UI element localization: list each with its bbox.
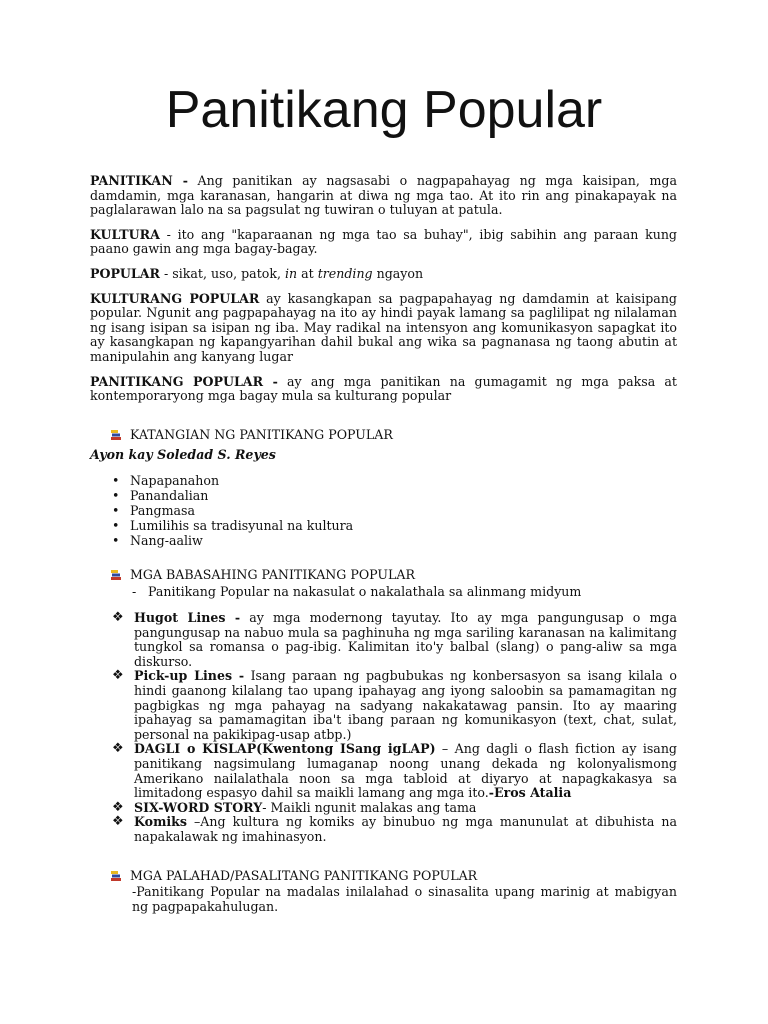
def-text-italic: in — [284, 265, 298, 281]
source-attribution: Ayon kay Soledad S. Reyes — [90, 447, 276, 463]
item-text: – Ang dagli o flash fiction ay isang panitikang nagsimulang lumaganap noong unang dekada ng kolonyalismong Amerikano nailalathala noon sa mga tabloid at diyaryo at napagkakasya sa limitadong espasyo dahil sa maikli lamang ang mga ito. — [134, 741, 677, 801]
item-text: - Maikli ngunit malakas ang tama — [262, 799, 477, 815]
book-stack-icon — [110, 569, 122, 581]
subtext: Panitikang Popular na nakasulat o nakalathala sa alinmang midyum — [148, 583, 582, 599]
definition-panitikan — [90, 174, 677, 218]
item-term: SIX-WORD STORY — [134, 799, 263, 815]
term-panitikan: PANITIKAN - — [90, 173, 188, 188]
def-text: ay kasangkapan sa pagpapahayag ng damdamin at kaisipang popular. Ngunit ang pagpapahayag na ito ay hindi payak lamang sa paglilipat ng nilalaman ng isang isipan sa isipan ng iba. May radikal na intensyon ang komunikasyon sapagkat ito ay kasangkapan ng kapangyarihan dahil bukal ang wika sa pagnanasa ng taong abutin at manipulahin ang kanyang lugar — [90, 290, 677, 364]
definition-panitikang-popular — [90, 375, 677, 404]
palahad-text: -Panitikang Popular na madalas inilalahad o sinasalita upang marinig at mabigyan ng pagpapakahulugan. — [132, 884, 677, 914]
item-term: Hugot Lines - — [134, 610, 241, 626]
item-text: –Ang kultura ng komiks ay binubuo ng mga manunulat at dibuhista na napakalawak ng imahinasyon. — [134, 814, 677, 844]
list-item: • Panandalian — [112, 488, 677, 503]
section-title: KATANGIAN NG PANITIKANG POPULAR — [130, 426, 393, 442]
diamond-bullet-icon: ❖ — [112, 610, 124, 626]
def-text-italic: trending — [317, 265, 373, 281]
term-kulturang-popular: KULTURANG POPULAR — [90, 290, 260, 306]
diamond-bullet-icon: ❖ — [112, 668, 124, 684]
diamond-bullet-icon: ❖ — [112, 814, 124, 830]
list-item: • Napapanahon — [112, 473, 677, 488]
def-text: ngayon — [372, 265, 424, 281]
list-item: • Pangmasa — [112, 503, 677, 518]
term-popular: POPULAR — [90, 265, 160, 281]
section-heading-katangian — [110, 428, 677, 443]
list-item-pickup — [112, 669, 677, 742]
term-kultura: KULTURA — [90, 226, 160, 242]
item-text: Isang paraan ng pagbubukas ng konbersasyon sa isang kilala o hindi gaanong kilalang tao upang ipahayag ang iyong saloobin sa pamamagitan ng pagbigkas ng mga pahayag na sadyang nakakatawag pansin. Ito ay maaring ipahayag sa pamamagitan iba't ibang paraan ng komunikasyon (text, chat, sulat, personal na pakikipag-usap atbp.) — [134, 668, 677, 742]
item-term: DAGLI o KISLAP(Kwentong ISang igLAP) — [134, 741, 436, 757]
section-title: MGA PALAHAD/PASALITANG PANITIKANG POPULAR — [130, 867, 478, 883]
list-item: • Lumilihis sa tradisyunal na kultura — [112, 518, 677, 533]
book-stack-icon — [110, 870, 122, 882]
def-text: Ang panitikan ay nagsasabi o nagpapahayag ng mga kaisipan, mga damdamin, mga karanasan, hangarin at diwa ng mga tao. At ito rin ang pinakapayak na paglalarawan lalo na sa pagsulat ng tuwiran o tuluyan at patula. — [90, 173, 677, 218]
diamond-bullet-icon: ❖ — [112, 799, 124, 815]
babasahin-list — [90, 611, 677, 845]
item-term: Pick-up Lines - — [134, 668, 245, 684]
definition-kulturang-popular — [90, 292, 677, 365]
list-item-komiks — [112, 815, 677, 844]
section-heading-babasahin — [110, 568, 677, 583]
item-attribution: -Eros Atalia — [488, 785, 572, 801]
def-text: - sikat, uso, patok, — [160, 265, 285, 281]
page-title: Panitikang Popular — [165, 81, 603, 139]
def-text: at — [297, 265, 318, 281]
book-stack-icon — [110, 429, 122, 441]
section-title: MGA BABASAHING PANITIKANG POPULAR — [130, 566, 415, 582]
babasahin-subtext — [90, 585, 677, 600]
list-item-six-word — [112, 801, 677, 816]
item-text: ay mga modernong tayutay. Ito ay mga pangungusap o mga pangungusap na nabuo mula sa paghinuha ng mga sariling karanasan na kalimitang tungkol sa romansa o pag-ibig. Kalimitan ito'y balbal (slang) o pang-aliw sa mga diskurso. — [134, 610, 677, 669]
document-body — [90, 174, 677, 914]
section-heading-palahad — [110, 869, 677, 884]
term-panitikang-popular: PANITIKANG POPULAR - — [90, 373, 278, 389]
definition-popular — [90, 267, 677, 282]
list-item: • Nang-aaliw — [112, 533, 677, 548]
katangian-list — [90, 473, 677, 548]
item-term: Komiks — [134, 814, 187, 830]
list-item-hugot — [112, 611, 677, 669]
dash-marker: - — [132, 583, 137, 599]
definition-kultura — [90, 228, 677, 257]
def-text: ay ang mga panitikan na gumagamit ng mga paksa at kontemporaryong mga bagay mula sa kulturang popular — [90, 373, 677, 404]
list-item-dagli — [112, 742, 677, 800]
diamond-bullet-icon: ❖ — [112, 741, 124, 757]
def-text: - ito ang "kaparaanan ng mga tao sa buhay", ibig sabihin ang paraan kung paano gawin ang mga bagay-bagay. — [90, 226, 677, 257]
